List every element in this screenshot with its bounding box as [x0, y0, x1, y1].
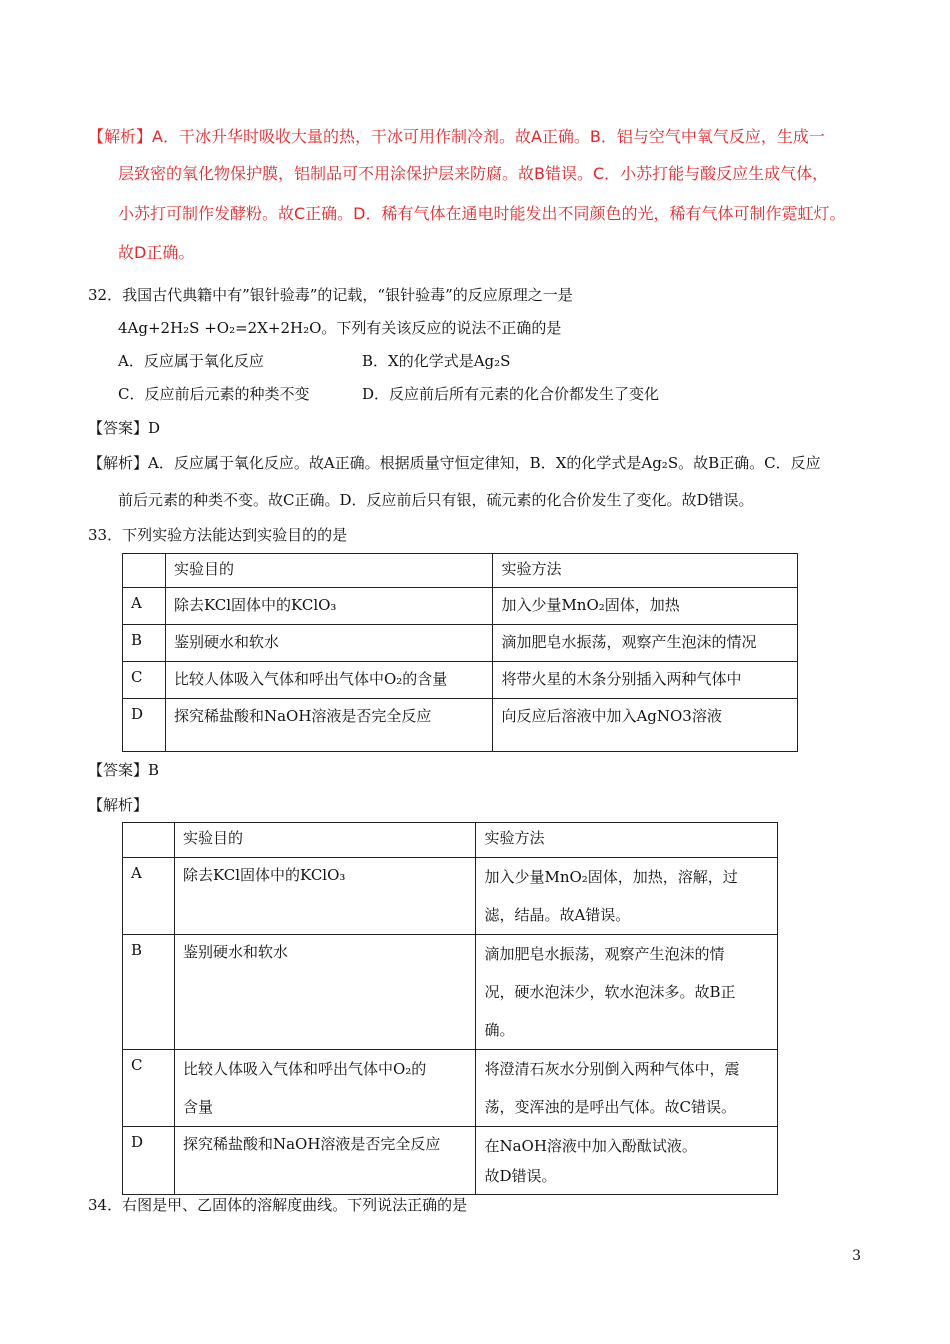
q33-row-c-method: 将带火星的木条分别插入两种气体中: [493, 662, 798, 699]
q33-analysis-row-c-goal: [174, 1050, 476, 1127]
q33-analysis-row-b-method-line3: 确。: [484, 1021, 515, 1039]
q33-analysis-row-a-key: A: [123, 858, 175, 935]
q32-option-c: C．反应前后元素的种类不变: [118, 385, 310, 403]
q33-row-b-method: 滴加肥皂水振荡，观察产生泡沫的情况: [493, 625, 798, 662]
q33-analysis-row-c-method-line1: 将澄清石灰水分别倒入两种气体中，震: [484, 1060, 740, 1078]
q33-analysis-row-a-method-line2: 滤，结晶。故A错误。: [484, 906, 631, 924]
q33-analysis-label: 【解析】: [88, 796, 149, 814]
q32-option-b: B．X的化学式是Ag₂S: [362, 352, 511, 370]
q33-stem: 33．下列实验方法能达到实验目的的是: [88, 526, 348, 544]
q32-answer: 【答案】D: [88, 419, 161, 437]
q33-analysis-row-b-method-line1: 滴加肥皂水振荡，观察产生泡沫的情: [484, 945, 725, 963]
analysis31-line4: 故D正确。: [118, 243, 195, 262]
q33-analysis-row-d-key: D: [123, 1127, 175, 1195]
q32-equation: 4Ag+2H₂S +O₂=2X+2H₂O。下列有关该反应的说法不正确的是: [118, 319, 562, 337]
q33-analysis-table: [122, 822, 778, 1195]
q33-analysis-row-b-goal: 鉴别硬水和软水: [174, 935, 476, 1050]
q33-answer: 【答案】B: [88, 761, 160, 779]
q33-analysis-row-c-method-line2: 荡，变浑浊的是呼出气体。故C错误。: [484, 1098, 736, 1116]
q33-row-a-key: A: [123, 588, 166, 625]
q33-analysis-row-d-method: [476, 1127, 778, 1195]
q33-analysis-row-d-goal: 探究稀盐酸和NaOH溶液是否完全反应: [174, 1127, 476, 1195]
q32-option-d: D．反应前后所有元素的化合价都发生了变化: [362, 385, 660, 403]
q33-table-header-goal: 实验目的: [165, 554, 492, 588]
q33-analysis-row-c-goal-line1: 比较人体吸入气体和呼出气体中O₂的: [182, 1060, 427, 1078]
q33-analysis-row-b-method: [476, 935, 778, 1050]
q32-analysis-line2: 前后元素的种类不变。故C正确。D．反应前后只有银，硫元素的化合价发生了变化。故D错误。: [118, 491, 754, 509]
q32-option-a: A．反应属于氧化反应: [118, 352, 264, 370]
q33-row-a-goal: 除去KCl固体中的KClO₃: [165, 588, 492, 625]
q33-row-b-goal: 鉴别硬水和软水: [165, 625, 492, 662]
q33-row-d-goal: 探究稀盐酸和NaOH溶液是否完全反应: [165, 699, 492, 752]
page-number: 3: [852, 1248, 861, 1264]
q33-row-d-key: D: [123, 699, 166, 752]
q33-row-b-key: B: [123, 625, 166, 662]
q33-analysis-row-c-goal-line2: 含量: [182, 1098, 213, 1116]
q33-analysis-row-d-method-line2: 故D错误。: [484, 1167, 557, 1185]
q33-analysis-row-c-method: [476, 1050, 778, 1127]
q32-analysis-line1: 【解析】A．反应属于氧化反应。故A正确。根据质量守恒定律知，B．X的化学式是Ag₂S。故B正确。C．反应: [88, 454, 821, 472]
q33-row-c-goal: 比较人体吸入气体和呼出气体中O₂的含量: [165, 662, 492, 699]
q33-analysis-row-d-method-line1: 在NaOH溶液中加入酚酞试液。: [484, 1137, 697, 1155]
analysis31-line2: 层致密的氧化物保护膜，铝制品可不用涂保护层来防腐。故B错误。C．小苏打能与酸反应生成气体，: [118, 164, 829, 183]
q33-analysis-row-a-goal: 除去KCl固体中的KClO₃: [174, 858, 476, 935]
q34-stem: 34．右图是甲、乙固体的溶解度曲线。下列说法正确的是: [88, 1196, 468, 1214]
q33-table-header-method: 实验方法: [493, 554, 798, 588]
q33-row-d-method: 向反应后溶液中加入AgNO3溶液: [493, 699, 798, 752]
q33-analysis-header-goal: 实验目的: [174, 823, 476, 858]
q33-analysis-row-c-key: C: [123, 1050, 175, 1127]
q33-analysis-row-a-method: [476, 858, 778, 935]
q33-table: [122, 553, 798, 752]
q33-row-a-method: 加入少量MnO₂固体，加热: [493, 588, 798, 625]
q33-analysis-row-a-method-line1: 加入少量MnO₂固体，加热，溶解，过: [484, 868, 738, 886]
q33-analysis-row-b-key: B: [123, 935, 175, 1050]
q33-analysis-row-b-method-line2: 况，硬水泡沫少，软水泡沫多。故B正: [484, 983, 736, 1001]
analysis31-line1: 【解析】A．干冰升华时吸收大量的热，干冰可用作制冷剂。故A正确。B．铝与空气中氧气反应，生成一: [88, 127, 825, 146]
q32-stem: 32．我国古代典籍中有”银针验毒”的记载，“银针验毒”的反应原理之一是: [88, 286, 573, 304]
analysis31-line3: 小苏打可制作发酵粉。故C正确。D．稀有气体在通电时能发出不同颜色的光，稀有气体可制作霓虹灯。: [118, 204, 846, 223]
q33-analysis-header-method: 实验方法: [476, 823, 778, 858]
q33-row-c-key: C: [123, 662, 166, 699]
